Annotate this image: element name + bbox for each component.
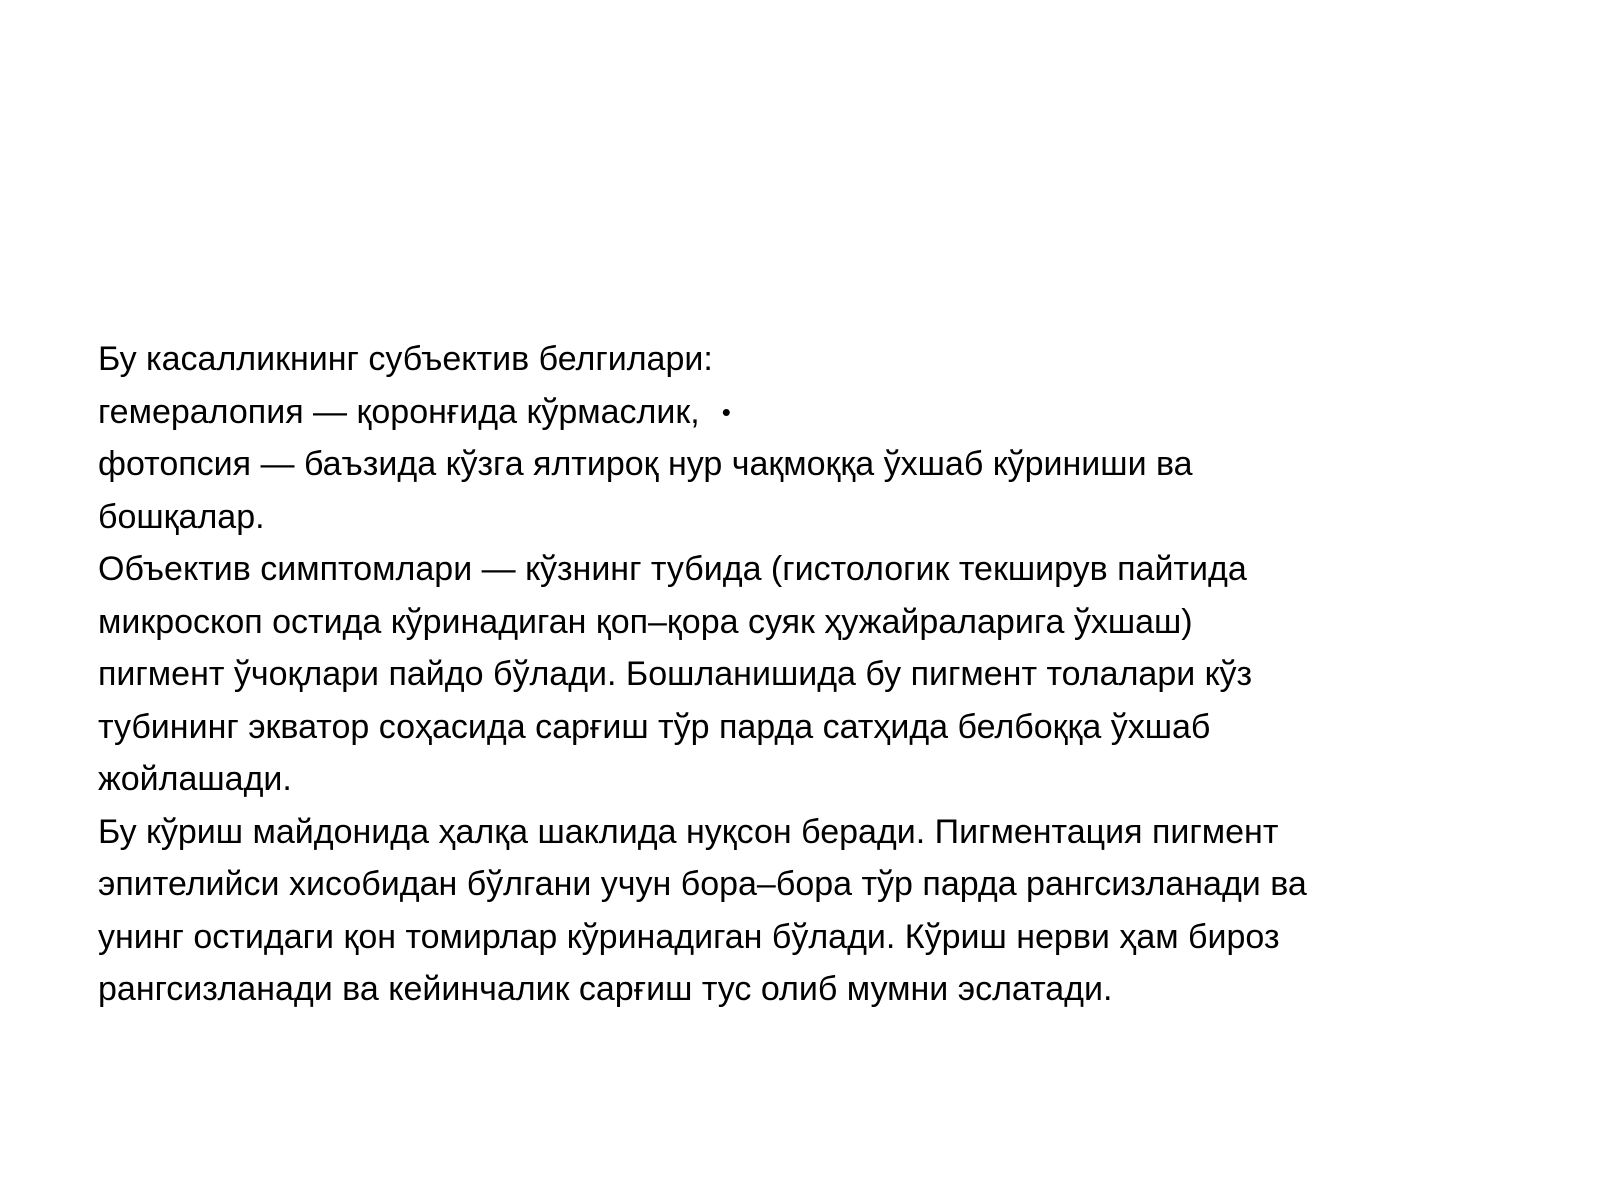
text-line-9: жойлашади.	[98, 760, 292, 798]
text-line-5: Объектив симптомлари — кўзнинг тубида (гистологик текширув пайтида	[98, 550, 1247, 588]
body-text	[98, 333, 1538, 1016]
text-line-6: микроскоп остида кўринадиган қоп–қора суяк ҳужайраларига ўхшаш)	[98, 602, 1193, 641]
text-line-2: гемералопия — қоронғида кўрмаслик,	[98, 392, 700, 431]
text-line-2-wrapper	[98, 386, 1538, 439]
text-line-1: Бу касалликнинг субъектив белгилари:	[98, 340, 713, 378]
text-line-10: Бу кўриш майдонида ҳалқа шаклида нуқсон беради. Пигментация пигмент	[98, 812, 1279, 851]
text-line-4: бошқалар.	[98, 497, 265, 536]
bullet-dot-icon: •	[721, 396, 731, 427]
text-line-8: тубининг экватор соҳасида сарғиш тўр парда сатҳида белбоққа ўхшаб	[98, 707, 1211, 746]
text-line-3: фотопсия — баъзида кўзга ялтироқ нур чақмоққа ўхшаб кўриниши ва	[98, 445, 1193, 483]
text-line-11: эпителийси хисобидан бўлгани учун бора–бора тўр парда рангсизланади ва	[98, 865, 1307, 903]
text-line-13: рангсизланади ва кейинчалик сарғиш тус олиб мумни эслатади.	[98, 970, 1113, 1008]
text-line-7: пигмент ўчоқлари пайдо бўлади. Бошланишида бу пигмент толалари кўз	[98, 655, 1253, 693]
text-line-12: унинг остидаги қон томирлар кўринадиган бўлади. Кўриш нерви ҳам бироз	[98, 917, 1280, 956]
